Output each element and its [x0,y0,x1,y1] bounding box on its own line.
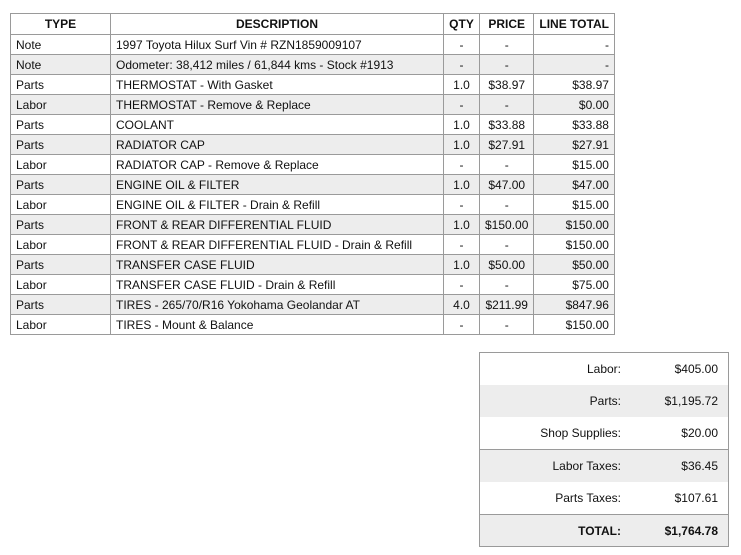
cell-qty: 1.0 [444,115,480,135]
table-row [11,315,615,335]
cell-price: - [480,55,534,75]
table-row [11,215,615,235]
cell-type: Parts [11,115,111,135]
totals-label: Labor Taxes: [552,459,621,473]
totals-row-shop-supplies [480,417,728,449]
cell-description: TIRES - Mount & Balance [111,315,444,335]
cell-qty: - [444,235,480,255]
table-row [11,115,615,135]
cell-line-total: $0.00 [534,95,615,115]
cell-type: Labor [11,275,111,295]
cell-line-total: $75.00 [534,275,615,295]
totals-label: Labor: [586,362,621,376]
table-row [11,35,615,55]
header-qty: QTY [444,14,480,35]
table-row [11,275,615,295]
totals-panel [479,352,729,547]
cell-price: - [480,35,534,55]
cell-type: Labor [11,315,111,335]
cell-price: $27.91 [480,135,534,155]
cell-description: Odometer: 38,412 miles / 61,844 kms - Stock #1913 [111,55,444,75]
cell-price: $50.00 [480,255,534,275]
table-header-row [11,14,615,35]
totals-row-parts [480,385,728,417]
cell-type: Note [11,55,111,75]
cell-qty: - [444,195,480,215]
cell-qty: 1.0 [444,135,480,155]
cell-description: THERMOSTAT - With Gasket [111,75,444,95]
cell-description: RADIATOR CAP - Remove & Replace [111,155,444,175]
line-items-table [10,13,615,335]
table-row [11,135,615,155]
table-row [11,155,615,175]
table-row [11,55,615,75]
cell-price: - [480,195,534,215]
cell-type: Labor [11,235,111,255]
totals-row-parts-taxes [480,482,728,514]
cell-price: $33.88 [480,115,534,135]
header-price: PRICE [480,14,534,35]
cell-line-total: $33.88 [534,115,615,135]
grand-total-value: $1,764.78 [664,523,718,538]
cell-type: Parts [11,175,111,195]
cell-description: 1997 Toyota Hilux Surf Vin # RZN1859009107 [111,35,444,55]
cell-type: Parts [11,215,111,235]
cell-description: FRONT & REAR DIFFERENTIAL FLUID [111,215,444,235]
cell-line-total: $38.97 [534,75,615,95]
cell-type: Labor [11,95,111,115]
cell-line-total: $15.00 [534,195,615,215]
totals-row-labor-taxes [480,449,728,482]
cell-line-total: $150.00 [534,315,615,335]
table-row [11,175,615,195]
cell-type: Parts [11,255,111,275]
cell-description: TIRES - 265/70/R16 Yokohama Geolandar AT [111,295,444,315]
cell-qty: - [444,35,480,55]
cell-type: Labor [11,155,111,175]
cell-description: THERMOSTAT - Remove & Replace [111,95,444,115]
cell-price: - [480,235,534,255]
header-description: DESCRIPTION [111,14,444,35]
cell-qty: - [444,55,480,75]
cell-line-total: $150.00 [534,235,615,255]
cell-type: Labor [11,195,111,215]
header-type: TYPE [11,14,111,35]
grand-total-label: TOTAL: [578,523,621,538]
cell-qty: - [444,95,480,115]
cell-price: - [480,155,534,175]
cell-price: $211.99 [480,295,534,315]
cell-qty: - [444,155,480,175]
cell-line-total: $150.00 [534,215,615,235]
totals-label: Parts: [589,394,621,408]
cell-line-total: $50.00 [534,255,615,275]
cell-description: FRONT & REAR DIFFERENTIAL FLUID - Drain & Refill [111,235,444,255]
totals-value: $36.45 [681,459,718,473]
cell-type: Parts [11,75,111,95]
cell-qty: 1.0 [444,175,480,195]
totals-row-grand-total [480,514,728,546]
cell-line-total: - [534,55,615,75]
cell-qty: 1.0 [444,75,480,95]
cell-qty: 1.0 [444,215,480,235]
table-row [11,235,615,255]
table-row [11,75,615,95]
cell-description: RADIATOR CAP [111,135,444,155]
table-row [11,95,615,115]
totals-value: $107.61 [674,491,718,505]
cell-price: $38.97 [480,75,534,95]
totals-value: $20.00 [681,426,718,440]
cell-line-total: $47.00 [534,175,615,195]
cell-description: ENGINE OIL & FILTER - Drain & Refill [111,195,444,215]
cell-price: - [480,275,534,295]
cell-description: TRANSFER CASE FLUID [111,255,444,275]
totals-label: Shop Supplies: [540,426,621,440]
cell-description: ENGINE OIL & FILTER [111,175,444,195]
totals-label: Parts Taxes: [555,491,621,505]
table-row [11,195,615,215]
cell-type: Parts [11,295,111,315]
cell-qty: - [444,315,480,335]
table-row [11,295,615,315]
cell-line-total: $27.91 [534,135,615,155]
header-line-total: LINE TOTAL [534,14,615,35]
totals-value: $405.00 [674,362,718,376]
cell-qty: 1.0 [444,255,480,275]
totals-row-labor [480,353,728,385]
cell-qty: 4.0 [444,295,480,315]
cell-qty: - [444,275,480,295]
cell-line-total: - [534,35,615,55]
cell-price: $47.00 [480,175,534,195]
cell-line-total: $15.00 [534,155,615,175]
table-row [11,255,615,275]
cell-line-total: $847.96 [534,295,615,315]
cell-type: Parts [11,135,111,155]
cell-price: $150.00 [480,215,534,235]
cell-price: - [480,315,534,335]
totals-value: $1,195.72 [664,394,718,408]
cell-description: COOLANT [111,115,444,135]
cell-type: Note [11,35,111,55]
cell-description: TRANSFER CASE FLUID - Drain & Refill [111,275,444,295]
cell-price: - [480,95,534,115]
